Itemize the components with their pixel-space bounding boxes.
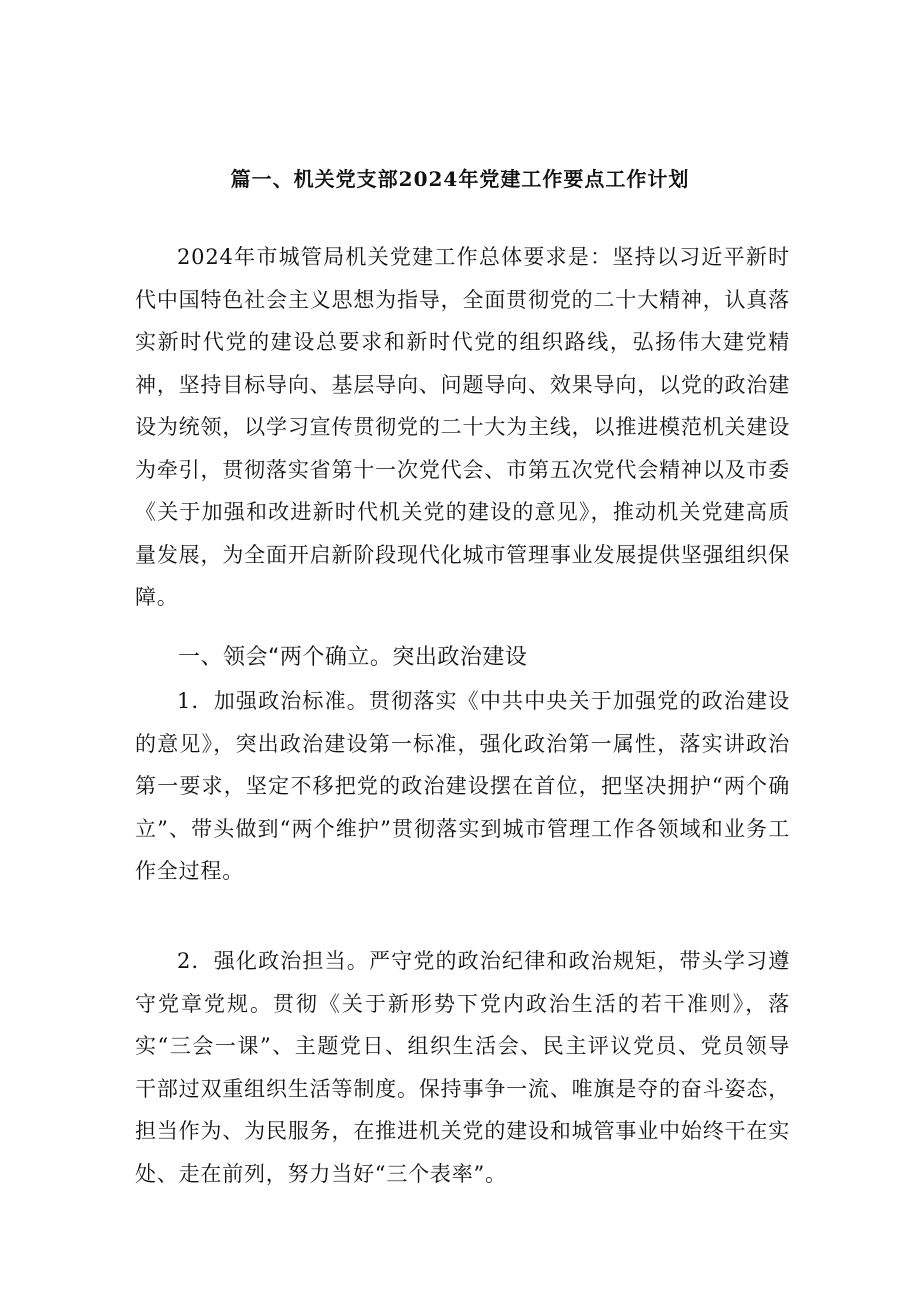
intro-paragraph: 2024年市城管局机关党建工作总体要求是：坚持以习近平新时代中国特色社会主义思想为指导，全面贯彻党的二十大精神，认真落实新时代党的建设总要求和新时代党的组织路线，弘扬伟大建党精神，坚持目标导向、基层导向、问题导向、效果导向，以党的政治建设为统领，以学习宣传贯彻党的二十大为主线，以推进模范机关建设为牵引，贯彻落实省第十一次党代会、市第五次党代会精神以及市委《关于加强和改进新时代机关党的建设的意见》，推动机关党建高质量发展，为全面开启新阶段现代化城市管理事业发展提供坚强组织保障。 [135,245,790,609]
section-item-2: 2．强化政治担当。严守党的政治纪律和政治规矩，带头学习遵守党章党规。贯彻《关于新形势下党内政治生活的若干准则》，落实“三会一课”、主题党日、组织生活会、民主评议党员、党员领导干部过双重组织生活等制度。保持事争一流、唯旗是夺的奋斗姿态，担当作为、为民服务，在推进机关党的建设和城管事业中始终干在实处、走在前列，努力当好“三个表率”。 [135,949,790,1186]
document-title: 篇一、机关党支部2024年党建工作要点工作计划 [230,167,690,192]
section-heading: 一、领会“两个确立。突出政治建设 [178,645,528,670]
section-item-1: 1．加强政治标准。贯彻落实《中共中央关于加强党的政治建设的意见》，突出政治建设第一标准，强化政治第一属性，落实讲政治第一要求，坚定不移把党的政治建设摆在首位，把坚决拥护“两个确立”、带头做到“两个维护”贯彻落实到城市管理工作各领域和业务工作全过程。 [135,689,790,883]
